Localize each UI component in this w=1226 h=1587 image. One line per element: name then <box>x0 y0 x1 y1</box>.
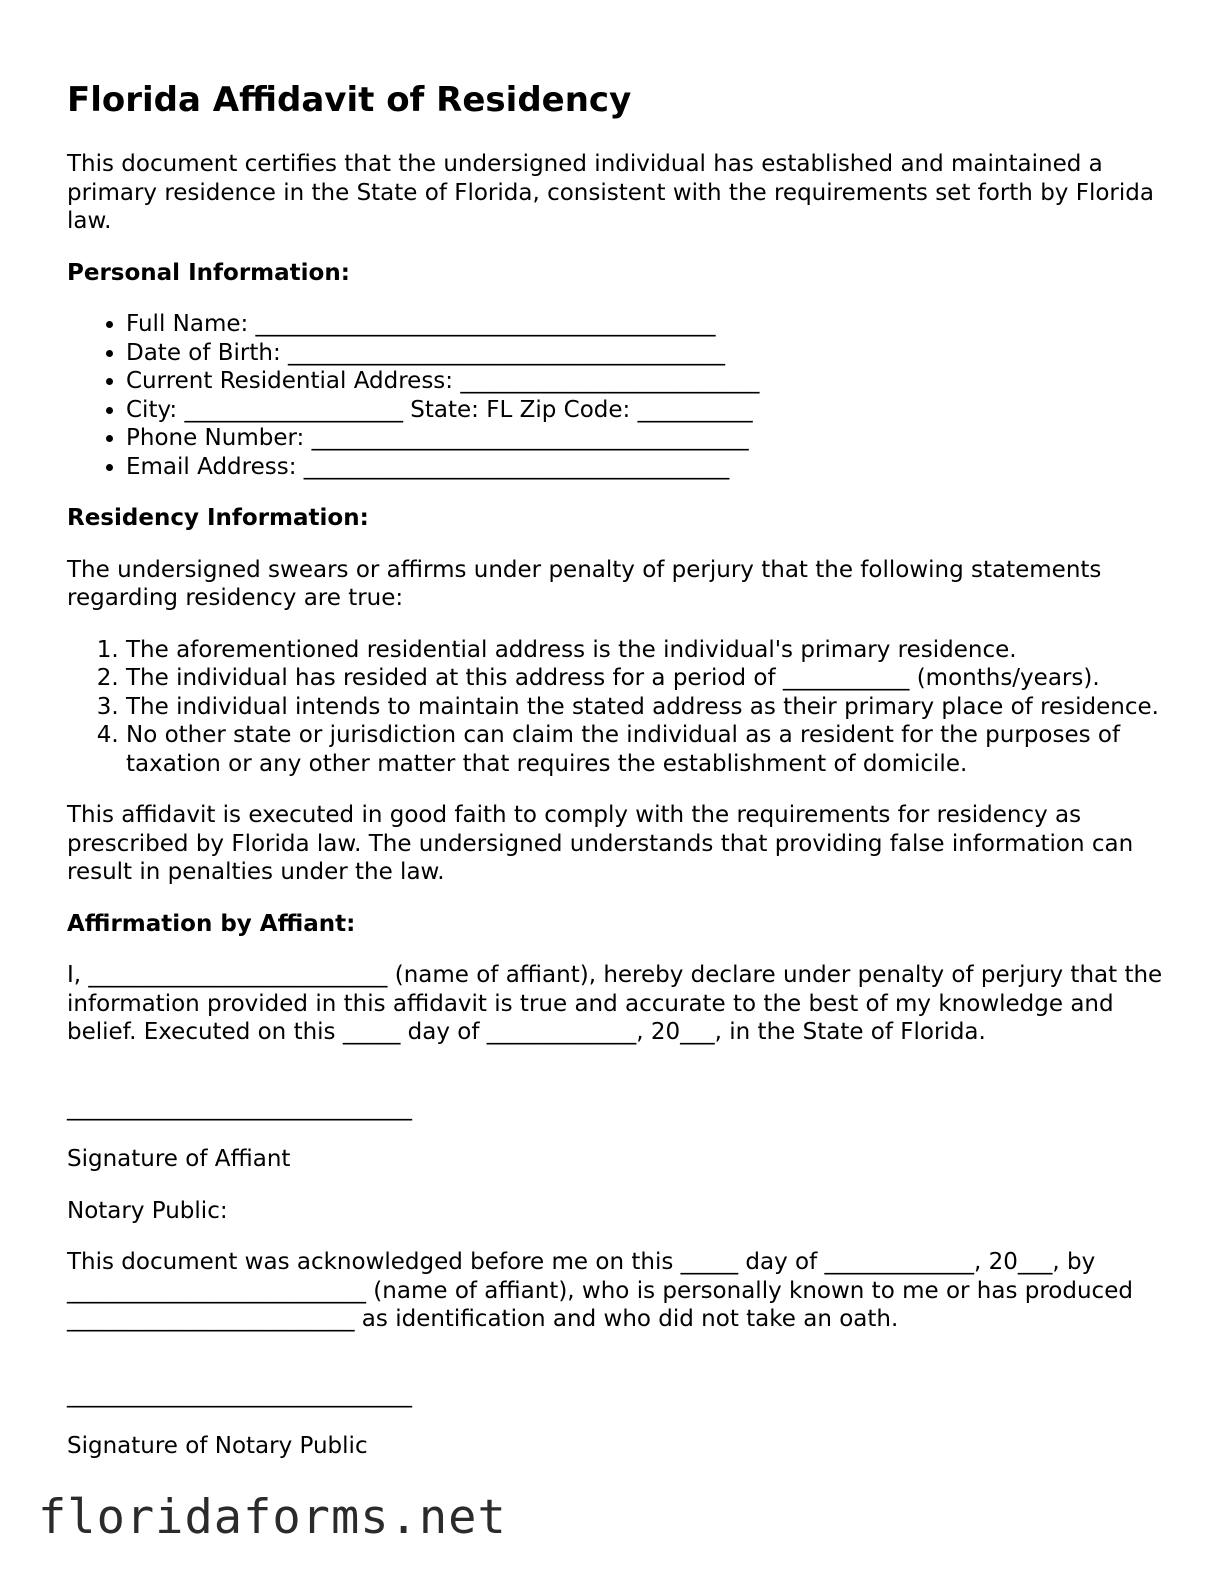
spacer <box>67 1357 1167 1381</box>
affirmation-heading: Affirmation by Affiant: <box>67 910 356 937</box>
residency-info-heading: Residency Information: <box>67 505 369 531</box>
field-full-name: • Full Name: ________________________________________ <box>126 310 1167 339</box>
residency-intro: The undersigned swears or affirms under penalty of perjury that the following statements regarding residency are true: <box>67 556 1102 611</box>
notary-text: This document was acknowledged before me on this _____ day of _____________, 20___, by __________________________ (name of affiant), who is personally known to me or has produced _________________________ as identification and who did not take an oath. <box>67 1249 1133 1332</box>
field-phone-number: • Phone Number: ______________________________________ <box>126 424 1167 453</box>
affirmation-text: I, __________________________ (name of affiant), hereby declare under penalty of perjury that the information provided in this affidavit is true and accurate to the best of my knowledge and belief. Executed on this _____ day of _____________, 20___, in the State of Florida. <box>67 962 1163 1045</box>
field-residential-address: • Current Residential Address: __________________________ <box>126 367 1167 396</box>
intro-paragraph: This document certifies that the undersigned individual has established and maintained a primary residence in the State of Florida, consistent with the requirements set forth by Florida law. <box>67 151 1154 234</box>
personal-info-list <box>67 310 1167 481</box>
statement-primary-residence: 1. The aforementioned residential address is the individual's primary residence. <box>126 636 1167 665</box>
residency-closing: This affidavit is executed in good faith to comply with the requirements for residency as prescribed by Florida law. The undersigned understands that providing false information can result in penalties under the law. <box>67 802 1134 885</box>
affidavit-document <box>67 78 1167 1484</box>
statement-no-other-state: 4. No other state or jurisdiction can claim the individual as a resident for the purposes of taxation or any other matter that requires the establishment of domicile. <box>126 721 1167 778</box>
field-city-state-zip: • City: ___________________ State: FL Zip Code: __________ <box>126 396 1167 425</box>
spacer <box>67 1070 1167 1094</box>
affiant-signature-label: Signature of Affiant <box>67 1146 291 1172</box>
residency-statements <box>67 636 1167 779</box>
affiant-signature-line: ______________________________ <box>67 1094 412 1121</box>
statement-period: 2. The individual has resided at this address for a period of ___________ (months/years). <box>126 664 1167 693</box>
notary-signature-line: ______________________________ <box>67 1381 412 1408</box>
notary-heading: Notary Public: <box>67 1197 228 1224</box>
document-title: Florida Affidavit of Residency <box>67 80 632 120</box>
statement-intent: 3. The individual intends to maintain the stated address as their primary place of residence. <box>126 693 1167 722</box>
notary-signature-label: Signature of Notary Public <box>67 1433 368 1459</box>
watermark-logo: floridaforms.net <box>38 1490 507 1545</box>
field-date-of-birth: • Date of Birth: ______________________________________ <box>126 339 1167 368</box>
personal-info-heading: Personal Information: <box>67 259 350 286</box>
field-email-address: • Email Address: _____________________________________ <box>126 453 1167 482</box>
